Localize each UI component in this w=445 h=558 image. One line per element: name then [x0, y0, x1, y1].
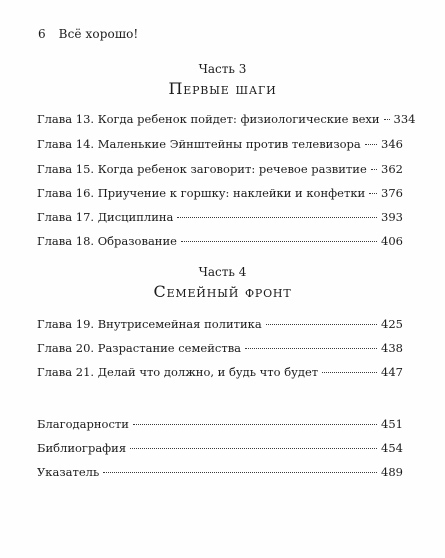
- part-title: Семейный фронт: [153, 282, 292, 301]
- toc-entry-chapter-19[interactable]: [37, 316, 403, 332]
- dot-leader: [384, 119, 390, 120]
- dot-leader: [133, 424, 377, 425]
- toc-entry-chapter-20[interactable]: [37, 340, 403, 356]
- toc-entry-title: Библиография: [37, 441, 127, 455]
- toc-entry-page: 334: [393, 112, 416, 126]
- toc-entry-chapter-15[interactable]: [37, 161, 403, 177]
- toc-entry-chapter-18[interactable]: [37, 233, 403, 249]
- toc-entry-title: Глава 14. Маленькие Эйнштейны против телевизора: [37, 137, 361, 151]
- toc-entry-title: Глава 16. Приучение к горшку: наклейки и конфетки: [37, 186, 366, 200]
- dot-leader: [177, 217, 377, 218]
- toc-entry-page: 346: [381, 137, 403, 151]
- running-head: [38, 27, 138, 41]
- toc-entry-title: Указатель: [37, 465, 100, 479]
- part-4-heading: [0, 265, 445, 302]
- toc-entry-page: 362: [381, 162, 403, 176]
- toc-entry-page: 447: [381, 365, 403, 379]
- toc-entry-title: Глава 20. Разрастание семейства: [37, 341, 242, 355]
- page-number: 6: [38, 27, 46, 41]
- toc-entry-chapter-21[interactable]: [37, 364, 403, 380]
- toc-entry-title: Глава 15. Когда ребенок заговорит: речевое развитие: [37, 162, 367, 176]
- dot-leader: [322, 372, 377, 373]
- toc-entry-chapter-17[interactable]: [37, 209, 403, 225]
- toc-entry-title: Глава 18. Образование: [37, 234, 177, 248]
- dot-leader: [130, 448, 377, 449]
- part-3-heading: [0, 62, 445, 99]
- dot-leader: [103, 472, 377, 473]
- running-title: Всё хорошо!: [58, 27, 139, 41]
- toc-entry-title: Глава 21. Делай что должно, и будь что будет: [37, 365, 319, 379]
- toc-entry-title: Благодарности: [37, 417, 129, 431]
- dot-leader: [369, 193, 377, 194]
- toc-entry-page: 438: [381, 341, 403, 355]
- toc-entry-page: 406: [381, 234, 403, 248]
- dot-leader: [371, 169, 377, 170]
- toc-entry-page: 489: [381, 465, 403, 479]
- toc-entry-acknowledgements[interactable]: [37, 416, 403, 432]
- toc-entry-chapter-14[interactable]: [37, 136, 403, 152]
- toc-entry-index[interactable]: [37, 464, 403, 480]
- toc-entry-title: Глава 17. Дисциплина: [37, 210, 174, 224]
- toc-entry-chapter-13[interactable]: [37, 111, 416, 127]
- part-label: Часть 3: [198, 62, 247, 76]
- part-title: Первые шаги: [168, 79, 277, 98]
- toc-entry-chapter-16[interactable]: [37, 185, 403, 201]
- dot-leader: [245, 348, 377, 349]
- toc-entry-page: 376: [381, 186, 403, 200]
- dot-leader: [266, 324, 377, 325]
- part-label: Часть 4: [198, 265, 247, 279]
- toc-entry-page: 454: [381, 441, 403, 455]
- toc-entry-page: 425: [381, 317, 403, 331]
- toc-entry-page: 393: [381, 210, 403, 224]
- toc-entry-bibliography[interactable]: [37, 440, 403, 456]
- toc-entry-title: Глава 19. Внутрисемейная политика: [37, 317, 262, 331]
- toc-entry-title: Глава 13. Когда ребенок пойдет: физиологические вехи: [37, 112, 380, 126]
- dot-leader: [181, 241, 377, 242]
- toc-entry-page: 451: [381, 417, 403, 431]
- dot-leader: [365, 144, 377, 145]
